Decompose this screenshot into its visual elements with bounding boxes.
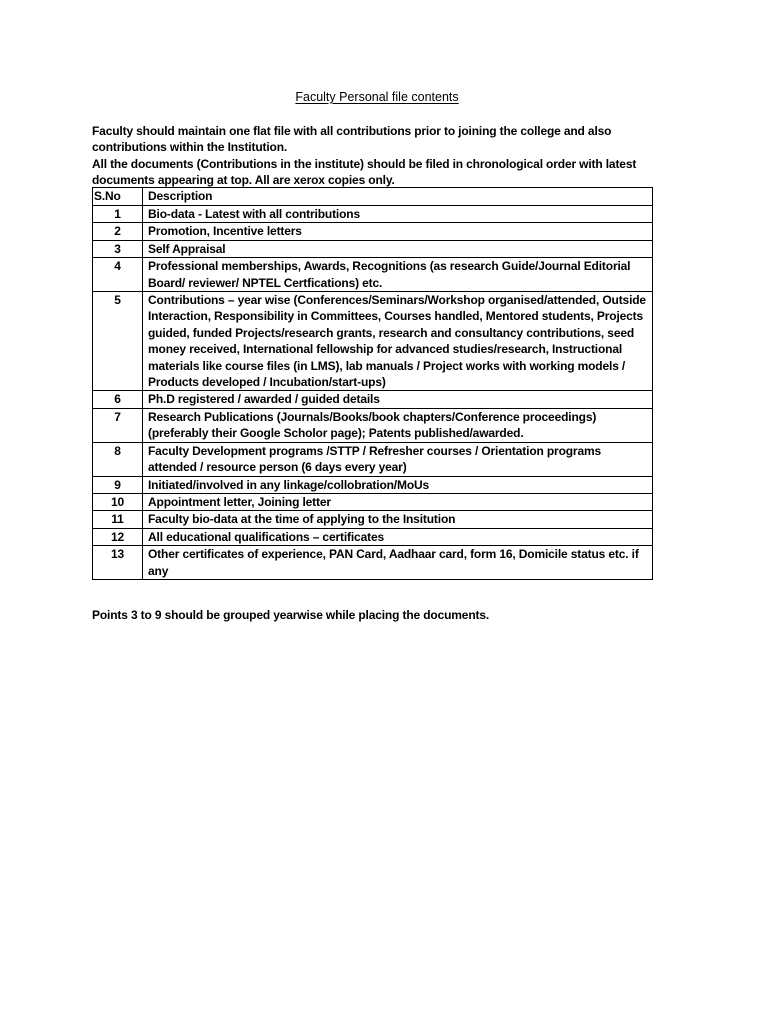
row-description: Research Publications (Journals/Books/book chapters/Conference proceedings) (preferably their Google Scholor page); Patents published/awarded.: [143, 408, 653, 442]
row-sno: 3: [93, 240, 143, 257]
row-sno: 5: [93, 292, 143, 391]
row-sno: 6: [93, 391, 143, 408]
row-description: Faculty Development programs /STTP / Refresher courses / Orientation programs attended / resource person (6 days every year): [143, 442, 653, 476]
row-sno: 8: [93, 442, 143, 476]
row-description: Self Appraisal: [143, 240, 653, 257]
row-description: Initiated/involved in any linkage/collobration/MoUs: [143, 476, 653, 493]
row-description: Appointment letter, Joining letter: [143, 493, 653, 510]
intro-paragraph: Faculty should maintain one flat file with all contributions prior to joining the college and also contributions within the Institution.: [92, 124, 612, 155]
table-row: [93, 546, 653, 580]
table-row: [93, 493, 653, 510]
table-row: [93, 528, 653, 545]
row-description: Other certificates of experience, PAN Card, Aadhaar card, form 16, Domicile status etc. if any: [143, 546, 653, 580]
footer-note: Points 3 to 9 should be grouped yearwise while placing the documents.: [92, 608, 490, 622]
table-row: [93, 292, 653, 391]
row-sno: 4: [93, 258, 143, 292]
contents-table: [92, 187, 653, 580]
header-description: Description: [143, 188, 653, 206]
row-sno: 2: [93, 223, 143, 240]
row-sno: 12: [93, 528, 143, 545]
row-description: Professional memberships, Awards, Recognitions (as research Guide/Journal Editorial Board/ reviewer/ NPTEL Certfications) etc.: [143, 258, 653, 292]
header-sno: S.No: [93, 188, 143, 206]
table-row: [93, 511, 653, 528]
row-sno: 9: [93, 476, 143, 493]
table-row: [93, 408, 653, 442]
row-description: Contributions – year wise (Conferences/Seminars/Workshop organised/attended, Outside Interaction, Responsibility in Committees, Courses handled, Mentored students, Projects guided, funded Projects/research grants, research and consultancy contributions, seed money received, International fellowship for advanced studies/research, Instructional materials like course files (in LMS), lab manuals / Project works with working models / Products developed / Incubation/start-ups): [143, 292, 653, 391]
row-sno: 13: [93, 546, 143, 580]
table-row: [93, 258, 653, 292]
row-description: Faculty bio-data at the time of applying to the Insitution: [143, 511, 653, 528]
table-row: [93, 442, 653, 476]
row-sno: 7: [93, 408, 143, 442]
table-row: [93, 476, 653, 493]
row-sno: 10: [93, 493, 143, 510]
row-description: All educational qualifications – certificates: [143, 528, 653, 545]
table-row: [93, 391, 653, 408]
row-description: Ph.D registered / awarded / guided details: [143, 391, 653, 408]
row-description: Promotion, Incentive letters: [143, 223, 653, 240]
document-title: Faculty Personal file contents: [295, 90, 459, 104]
table-header-row: [93, 188, 653, 206]
row-sno: 11: [93, 511, 143, 528]
intro-text: [92, 123, 667, 189]
table-row: [93, 206, 653, 223]
table-row: [93, 240, 653, 257]
row-description: Bio-data - Latest with all contributions: [143, 206, 653, 223]
intro-paragraph: All the documents (Contributions in the institute) should be filed in chronological order with latest documents appearing at top. All are xerox copies only.: [92, 156, 637, 188]
table-row: [93, 223, 653, 240]
row-sno: 1: [93, 206, 143, 223]
